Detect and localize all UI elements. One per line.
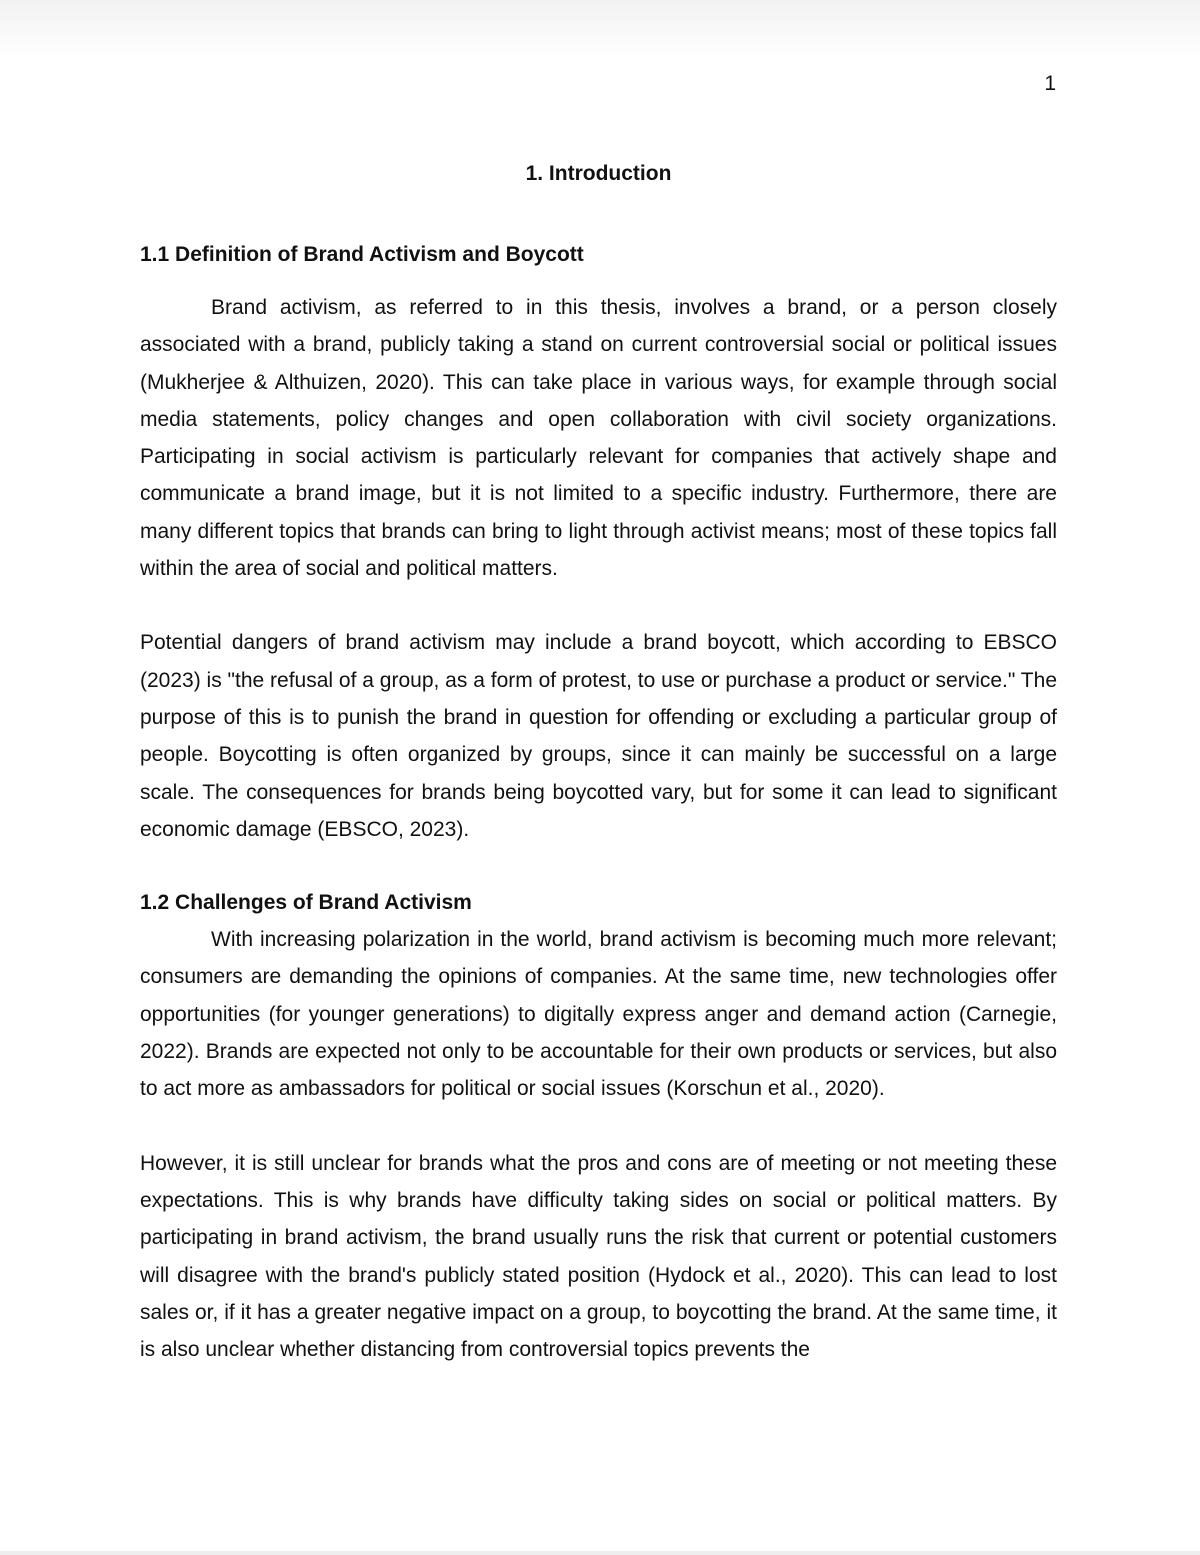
page-top-shadow bbox=[0, 0, 1200, 60]
page-bottom-edge bbox=[0, 1551, 1200, 1555]
paragraph-pros-and-cons: However, it is still unclear for brands what the pros and cons are of meeting or not meeting these expectations. This is why brands have difficulty taking sides on social or political matters. By participating in brand activism, the brand usually runs the risk that current or potential customers will disagree with the brand's publicly stated position (Hydock et al., 2020). This can lead to lost sales or, if it has a greater negative impact on a group, to boycotting the brand. At the same time, it is also unclear whether distancing from controversial topics prevents the bbox=[140, 1151, 1057, 1362]
page-number: 1 bbox=[1044, 72, 1056, 95]
chapter-title: 1. Introduction bbox=[525, 162, 672, 185]
page-content bbox=[140, 158, 1057, 1368]
paragraph-polarization: With increasing polarization in the world, brand activism is becoming much more relevant; consumers are demanding the opinions of companies. At the same time, new technologies offer opportunities (for younger generations) to digitally express anger and demand action (Carnegie, 2022). Brands are expected not only to be accountable for their own products or services, but also to act more as ambassadors for political or social issues (Korschun et al., 2020). bbox=[140, 928, 1057, 1101]
paragraph-boycott-definition: Potential dangers of brand activism may include a brand boycott, which according to EBSCO (2023) is "the refusal of a group, as a form of protest, to use or purchase a product or service." The purpose of this is to punish the brand in question for offending or excluding a particular group of people. Boycotting is often organized by groups, since it can mainly be successful on a large scale. The consequences for brands being boycotted vary, but for some it can lead to significant economic damage (EBSCO, 2023). bbox=[140, 631, 1057, 841]
section-heading-1-2: 1.2 Challenges of Brand Activism bbox=[140, 891, 472, 915]
section-heading-1-1: 1.1 Definition of Brand Activism and Boycott bbox=[140, 243, 584, 266]
paragraph-brand-activism-definition: Brand activism, as referred to in this thesis, involves a brand, or a person closely associated with a brand, publicly taking a stand on current controversial social or political issues (Mukherjee & Althuizen, 2020). This can take place in various ways, for example through social media statements, policy changes and open collaboration with civil society organizations. Participating in social activism is particularly relevant for companies that actively shape and communicate a brand image, but it is not limited to a specific industry. Furthermore, there are many different topics that brands can bring to light through activist means; most of these topics fall within the area of social and political matters. bbox=[140, 296, 1057, 581]
